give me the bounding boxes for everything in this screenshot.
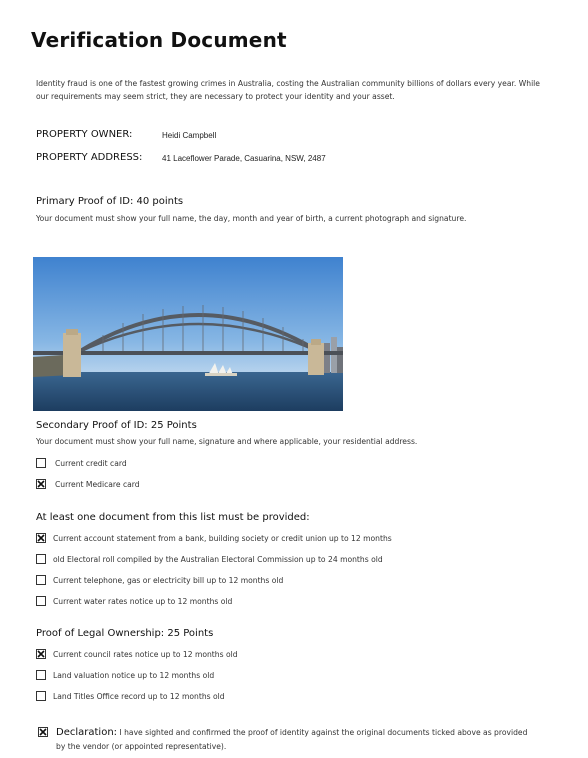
checkbox[interactable] (36, 458, 46, 468)
checkbox-credit-card[interactable] (36, 458, 127, 468)
primary-proof-description: Your document must show your full name, the day, month and year of birth, a current photograph and signature. (36, 214, 467, 223)
checkbox[interactable] (36, 554, 46, 564)
checkbox-label: Current credit card (55, 458, 127, 468)
property-address-value: 41 Laceflower Parade, Casuarina, NSW, 2487 (162, 154, 326, 163)
check-x-icon (37, 480, 45, 488)
checkbox-label: Current account statement from a bank, building society or credit union up to 12 months (53, 533, 392, 543)
check-x-icon (37, 650, 45, 658)
property-address-label: PROPERTY ADDRESS: (36, 152, 143, 163)
checkbox[interactable] (36, 691, 46, 701)
checkbox-electoral-roll[interactable] (36, 554, 383, 564)
secondary-proof-description: Your document must show your full name, signature and where applicable, your residential address. (36, 437, 418, 446)
property-owner-value: Heidi Campbell (162, 131, 217, 140)
legal-ownership-title: Proof of Legal Ownership: 25 Points (36, 628, 214, 639)
checkbox[interactable] (36, 479, 46, 489)
checkbox[interactable] (36, 575, 46, 585)
check-x-icon (39, 728, 47, 736)
checkbox-label: Current telephone, gas or electricity bill up to 12 months old (53, 575, 284, 585)
property-owner-label: PROPERTY OWNER: (36, 129, 133, 140)
checkbox-land-titles[interactable] (36, 691, 225, 701)
checkbox-label: Land valuation notice up to 12 months old (53, 670, 215, 680)
atleast-one-title: At least one document from this list must be provided: (36, 512, 310, 523)
checkbox-water-rates[interactable] (36, 596, 232, 606)
harbour-bridge-photo (33, 257, 343, 411)
secondary-proof-title: Secondary Proof of ID: 25 Points (36, 420, 197, 431)
checkbox[interactable] (36, 533, 46, 543)
page-title: Verification Document (31, 28, 287, 52)
declaration-body: I have sighted and confirmed the proof of identity against the original documents ticked above as provided by the vendor (or appointed representative). (56, 728, 528, 751)
checkbox-account-statement[interactable] (36, 533, 392, 543)
checkbox-utility-bill[interactable] (36, 575, 283, 585)
checkbox-medicare-card[interactable] (36, 479, 140, 489)
checkbox[interactable] (36, 670, 46, 680)
intro-paragraph: Identity fraud is one of the fastest growing crimes in Australia, costing the Australian community billions of dollars every year. While our requirements may seem strict, they are necessary to protect your identity and your asset. (36, 79, 540, 101)
checkbox-land-valuation[interactable] (36, 670, 214, 680)
checkbox[interactable] (36, 649, 46, 659)
checkbox-label: old Electoral roll compiled by the Australian Electoral Commission up to 24 months old (53, 554, 383, 564)
declaration-text (56, 726, 534, 754)
declaration-heading: Declaration: (56, 727, 118, 738)
checkbox-label: Land Titles Office record up to 12 months old (53, 691, 225, 701)
primary-proof-title: Primary Proof of ID: 40 points (36, 196, 184, 207)
checkbox-label: Current water rates notice up to 12 months old (53, 596, 233, 606)
checkbox-label: Current council rates notice up to 12 months old (53, 649, 238, 659)
checkbox-council-rates[interactable] (36, 649, 238, 659)
check-x-icon (37, 534, 45, 542)
checkbox[interactable] (36, 596, 46, 606)
declaration-checkbox[interactable] (38, 727, 48, 737)
checkbox-label: Current Medicare card (55, 479, 140, 489)
